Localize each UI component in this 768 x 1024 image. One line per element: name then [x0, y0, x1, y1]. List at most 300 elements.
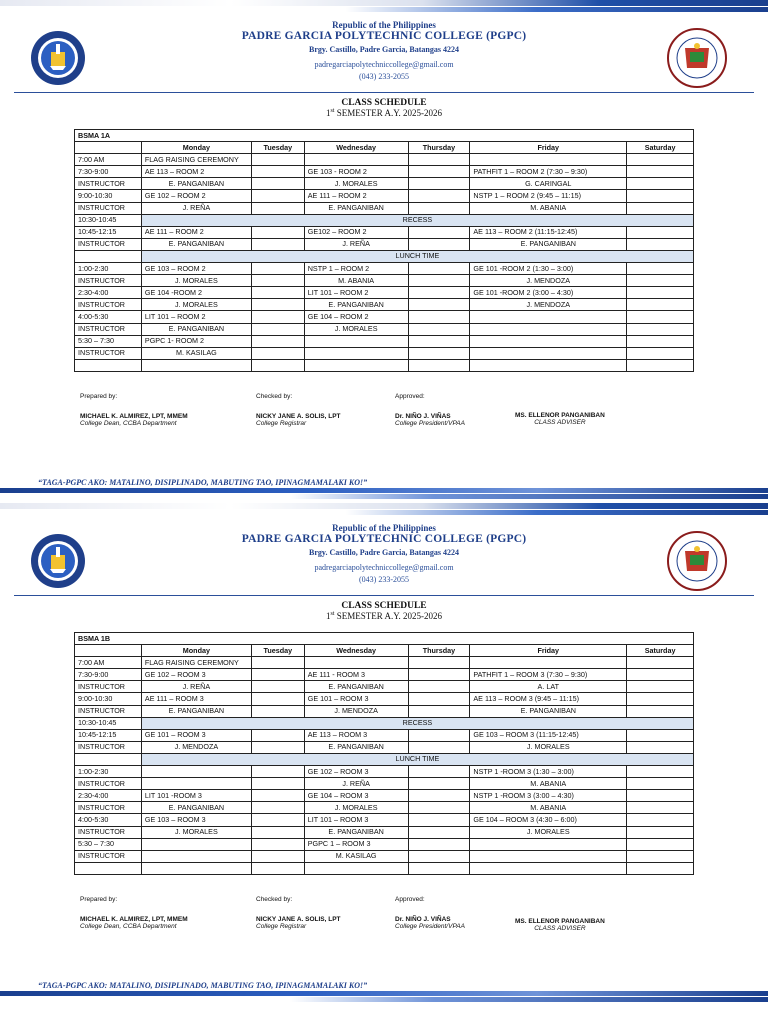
prepared-by-block — [80, 896, 188, 930]
schedule-cell-saturday — [627, 299, 694, 311]
schedule-cell-thursday — [408, 238, 470, 250]
schedule-cell-tuesday — [251, 814, 304, 826]
time-slot-row — [75, 838, 694, 850]
instructor-row — [75, 681, 694, 693]
schedule-cell-wednesday: E. PANGANIBAN — [304, 681, 408, 693]
schedule-cell-monday: E. PANGANIBAN — [141, 323, 251, 335]
time-cell — [75, 250, 142, 262]
day-header-row — [75, 142, 694, 154]
time-cell: INSTRUCTOR — [75, 323, 142, 335]
time-cell: 10:45-12:15 — [75, 729, 142, 741]
schedule-cell-monday: J. MENDOZA — [141, 741, 251, 753]
schedule-cell-thursday — [408, 705, 470, 717]
schedule-cell-friday: GE 103 – ROOM 3 (11:15-12:45) — [470, 729, 627, 741]
checked-by-label: Checked by: — [256, 896, 293, 903]
break-label: RECESS — [141, 214, 693, 226]
schedule-cell-thursday — [408, 275, 470, 287]
day-header-wednesday: Wednesday — [304, 645, 408, 657]
time-slot-row — [75, 729, 694, 741]
schedule-cell-monday: FLAG RAISING CEREMONY — [141, 657, 251, 669]
schedule-cell-saturday — [627, 347, 694, 359]
schedule-cell-saturday — [627, 790, 694, 802]
footer-accent-bar — [290, 494, 768, 499]
time-cell — [75, 753, 142, 765]
schedule-cell-monday — [141, 850, 251, 862]
time-cell: INSTRUCTOR — [75, 178, 142, 190]
schedule-cell-thursday — [408, 802, 470, 814]
schedule-cell-thursday — [408, 323, 470, 335]
schedule-cell-wednesday: GE 102 – ROOM 3 — [304, 766, 408, 778]
instructor-row — [75, 347, 694, 359]
schedule-cell-friday — [470, 862, 627, 874]
time-cell: 10:30-10:45 — [75, 717, 142, 729]
schedule-cell-wednesday: AE 113 – ROOM 3 — [304, 729, 408, 741]
schedule-cell-wednesday: GE102 – ROOM 2 — [304, 226, 408, 238]
schedule-cell-saturday — [627, 669, 694, 681]
schedule-cell-monday: J. MORALES — [141, 299, 251, 311]
college-name: PADRE GARCIA POLYTECHNIC COLLEGE (PGPC) — [241, 533, 527, 545]
schedule-cell-thursday — [408, 790, 470, 802]
schedule-cell-tuesday — [251, 202, 304, 214]
schedule-cell-wednesday: AE 111 – ROOM 2 — [304, 190, 408, 202]
schedule-cell-tuesday — [251, 705, 304, 717]
checked-by-position: College Registrar — [256, 923, 307, 930]
schedule-cell-thursday — [408, 178, 470, 190]
break-row — [75, 250, 694, 262]
schedule-cell-saturday — [627, 154, 694, 166]
time-cell: INSTRUCTOR — [75, 347, 142, 359]
day-header-thursday: Thursday — [408, 645, 470, 657]
time-slot-row — [75, 263, 694, 275]
checked-by-name: NICKY JANE A. SOLIS, LPT — [256, 916, 341, 923]
time-cell: 5:30 – 7:30 — [75, 838, 142, 850]
header-accent-bar — [0, 7, 768, 12]
prepared-by-position: College Dean, CCBA Department — [80, 923, 177, 930]
schedule-cell-thursday — [408, 154, 470, 166]
schedule-cell-friday: A. LAT — [470, 681, 627, 693]
schedule-cell-monday — [141, 359, 251, 371]
prepared-by-name: MICHAEL K. ALMIREZ, LPT, MMEM — [80, 916, 188, 923]
class-adviser-block — [515, 918, 605, 932]
time-cell: 5:30 – 7:30 — [75, 335, 142, 347]
time-slot-row — [75, 657, 694, 669]
schedule-cell-friday: NSTP 1 -ROOM 3 (1:30 – 3:00) — [470, 766, 627, 778]
schedule-cell-tuesday — [251, 275, 304, 287]
schedule-cell-wednesday: LIT 101 – ROOM 3 — [304, 814, 408, 826]
schedule-cell-saturday — [627, 238, 694, 250]
class-adviser-name: MS. ELLENOR PANGANIBAN — [515, 412, 605, 419]
schedule-cell-saturday — [627, 335, 694, 347]
schedule-cell-tuesday — [251, 766, 304, 778]
schedule-cell-friday: AE 113 – ROOM 2 (11:15-12:45) — [470, 226, 627, 238]
schedule-cell-wednesday: J. MORALES — [304, 802, 408, 814]
schedule-cell-friday: J. MORALES — [470, 826, 627, 838]
schedule-cell-tuesday — [251, 862, 304, 874]
schedule-cell-tuesday — [251, 359, 304, 371]
schedule-cell-monday: E. PANGANIBAN — [141, 238, 251, 250]
schedule-title: CLASS SCHEDULE — [341, 601, 427, 611]
schedule-cell-friday: PATHFIT 1 – ROOM 2 (7:30 – 9:30) — [470, 166, 627, 178]
schedule-cell-tuesday — [251, 178, 304, 190]
instructor-row — [75, 202, 694, 214]
instructor-row — [75, 238, 694, 250]
schedule-cell-thursday — [408, 347, 470, 359]
time-cell: INSTRUCTOR — [75, 202, 142, 214]
approved-by-position: College President/VPAA — [395, 923, 465, 930]
section-label: BSMA 1B — [75, 633, 694, 645]
time-cell: 7:30-9:00 — [75, 166, 142, 178]
time-cell: 9:00-10:30 — [75, 693, 142, 705]
schedule-cell-monday: GE 104 -ROOM 2 — [141, 287, 251, 299]
footer-accent-bar — [290, 997, 768, 1002]
schedule-cell-friday: GE 101 -ROOM 2 (1:30 – 3:00) — [470, 263, 627, 275]
schedule-cell-wednesday: GE 104 – ROOM 3 — [304, 790, 408, 802]
time-cell: 7:30-9:00 — [75, 669, 142, 681]
instructor-row — [75, 178, 694, 190]
schedule-cell-monday: AE 111 – ROOM 3 — [141, 693, 251, 705]
schedule-cell-monday: AE 113 – ROOM 2 — [141, 166, 251, 178]
schedule-cell-tuesday — [251, 669, 304, 681]
schedule-page — [0, 0, 768, 502]
schedule-cell-friday — [470, 359, 627, 371]
class-adviser-name: MS. ELLENOR PANGANIBAN — [515, 918, 605, 925]
time-cell: INSTRUCTOR — [75, 299, 142, 311]
schedule-cell-thursday — [408, 359, 470, 371]
footer-bar — [0, 488, 768, 493]
schedule-cell-saturday — [627, 202, 694, 214]
schedule-cell-wednesday — [304, 359, 408, 371]
schedule-cell-friday: AE 113 – ROOM 3 (9:45 – 11:15) — [470, 693, 627, 705]
time-cell: 1:00-2:30 — [75, 766, 142, 778]
schedule-cell-wednesday: J. REÑA — [304, 778, 408, 790]
schedule-cell-friday: G. CARINGAL — [470, 178, 627, 190]
instructor-row — [75, 826, 694, 838]
schedule-cell-wednesday: LIT 101 – ROOM 2 — [304, 287, 408, 299]
schedule-cell-tuesday — [251, 681, 304, 693]
schedule-cell-wednesday: J. MORALES — [304, 323, 408, 335]
prepared-by-block — [80, 393, 188, 427]
time-cell: INSTRUCTOR — [75, 681, 142, 693]
schedule-cell-thursday — [408, 669, 470, 681]
schedule-cell-wednesday: E. PANGANIBAN — [304, 299, 408, 311]
instructor-row — [75, 741, 694, 753]
schedule-page — [0, 503, 768, 1005]
time-cell: 7:00 AM — [75, 657, 142, 669]
time-slot-row — [75, 226, 694, 238]
schedule-cell-tuesday — [251, 838, 304, 850]
time-cell: 10:30-10:45 — [75, 214, 142, 226]
approved-by-position: College President/VPAA — [395, 420, 465, 427]
schedule-cell-tuesday — [251, 166, 304, 178]
schedule-cell-saturday — [627, 681, 694, 693]
schedule-cell-thursday — [408, 693, 470, 705]
schedule-cell-saturday — [627, 359, 694, 371]
schedule-cell-saturday — [627, 190, 694, 202]
schedule-cell-monday: J. REÑA — [141, 681, 251, 693]
municipality-seal-logo — [667, 531, 727, 591]
semester-label: 1st SEMESTER A.Y. 2025-2026 — [325, 108, 443, 118]
schedule-cell-wednesday: J. MORALES — [304, 178, 408, 190]
instructor-row — [75, 275, 694, 287]
instructor-row — [75, 323, 694, 335]
schedule-cell-thursday — [408, 657, 470, 669]
time-cell: 2:30-4:00 — [75, 287, 142, 299]
instructor-row — [75, 705, 694, 717]
day-header-thursday: Thursday — [408, 142, 470, 154]
schedule-cell-friday — [470, 335, 627, 347]
schedule-cell-thursday — [408, 729, 470, 741]
schedule-cell-thursday — [408, 202, 470, 214]
schedule-cell-saturday — [627, 263, 694, 275]
schedule-cell-monday: E. PANGANIBAN — [141, 705, 251, 717]
schedule-cell-friday: E. PANGANIBAN — [470, 238, 627, 250]
college-address: Brgy. Castillo, Padre Garcia, Batangas 4224 — [309, 45, 459, 54]
day-header-saturday: Saturday — [627, 142, 694, 154]
schedule-cell-monday — [141, 838, 251, 850]
prepared-by-position: College Dean, CCBA Department — [80, 420, 177, 427]
schedule-cell-friday: NSTP 1 – ROOM 2 (9:45 – 11:15) — [470, 190, 627, 202]
time-slot-row — [75, 335, 694, 347]
break-label: LUNCH TIME — [141, 753, 693, 765]
schedule-cell-thursday — [408, 681, 470, 693]
instructor-row — [75, 299, 694, 311]
schedule-cell-thursday — [408, 166, 470, 178]
schedule-cell-monday: GE 103 – ROOM 2 — [141, 263, 251, 275]
schedule-cell-thursday — [408, 311, 470, 323]
time-slot-row — [75, 166, 694, 178]
schedule-cell-saturday — [627, 814, 694, 826]
approved-by-block — [395, 896, 465, 930]
time-cell: INSTRUCTOR — [75, 778, 142, 790]
checked-by-block — [256, 393, 341, 427]
schedule-cell-saturday — [627, 311, 694, 323]
time-cell — [75, 862, 142, 874]
schedule-cell-saturday — [627, 166, 694, 178]
schedule-cell-monday: AE 111 – ROOM 2 — [141, 226, 251, 238]
prepared-by-label: Prepared by: — [80, 896, 118, 903]
schedule-cell-wednesday: PGPC 1 – ROOM 3 — [304, 838, 408, 850]
day-header-monday: Monday — [141, 142, 251, 154]
schedule-cell-tuesday — [251, 657, 304, 669]
time-cell — [75, 359, 142, 371]
schedule-cell-tuesday — [251, 347, 304, 359]
class-adviser-position: CLASS ADVISER — [534, 419, 586, 426]
schedule-cell-saturday — [627, 226, 694, 238]
schedule-cell-thursday — [408, 778, 470, 790]
time-cell: INSTRUCTOR — [75, 826, 142, 838]
header-accent-bar — [0, 510, 768, 515]
time-cell: 7:00 AM — [75, 154, 142, 166]
schedule-cell-tuesday — [251, 154, 304, 166]
schedule-cell-monday: GE 102 – ROOM 3 — [141, 669, 251, 681]
schedule-cell-monday: J. MORALES — [141, 275, 251, 287]
schedule-cell-tuesday — [251, 287, 304, 299]
schedule-cell-friday: J. MENDOZA — [470, 299, 627, 311]
day-header-row — [75, 645, 694, 657]
schedule-cell-thursday — [408, 335, 470, 347]
college-address: Brgy. Castillo, Padre Garcia, Batangas 4224 — [309, 548, 459, 557]
motto-text: “TAGA-PGPC AKO: MATALINO, DISIPLINADO, MABUTING TAO, IPINAGMAMALAKI KO!” — [38, 981, 368, 990]
checked-by-label: Checked by: — [256, 393, 293, 400]
header-divider — [14, 92, 754, 93]
schedule-cell-wednesday: NSTP 1 – ROOM 2 — [304, 263, 408, 275]
time-slot-row — [75, 862, 694, 874]
schedule-cell-saturday — [627, 766, 694, 778]
schedule-cell-wednesday — [304, 862, 408, 874]
schedule-cell-tuesday — [251, 729, 304, 741]
schedule-cell-wednesday: E. PANGANIBAN — [304, 741, 408, 753]
time-cell: 10:45-12:15 — [75, 226, 142, 238]
schedule-cell-wednesday: GE 104 – ROOM 2 — [304, 311, 408, 323]
header-top-bar — [0, 503, 768, 509]
schedule-cell-tuesday — [251, 778, 304, 790]
schedule-cell-tuesday — [251, 311, 304, 323]
schedule-cell-friday: M. ABANIA — [470, 202, 627, 214]
schedule-cell-friday: M. ABANIA — [470, 778, 627, 790]
schedule-cell-friday: NSTP 1 -ROOM 3 (3:00 – 4:30) — [470, 790, 627, 802]
schedule-cell-friday — [470, 154, 627, 166]
schedule-cell-friday — [470, 850, 627, 862]
header-top-bar — [0, 0, 768, 6]
schedule-cell-monday: J. REÑA — [141, 202, 251, 214]
schedule-cell-wednesday — [304, 154, 408, 166]
college-email: padregarciapolytechniccollege@gmail.com — [314, 60, 454, 69]
time-cell: INSTRUCTOR — [75, 741, 142, 753]
schedule-cell-monday: LIT 101 -ROOM 3 — [141, 790, 251, 802]
schedule-cell-monday: J. MORALES — [141, 826, 251, 838]
schedule-cell-monday: FLAG RAISING CEREMONY — [141, 154, 251, 166]
schedule-cell-tuesday — [251, 263, 304, 275]
schedule-title: CLASS SCHEDULE — [341, 98, 427, 108]
schedule-cell-saturday — [627, 826, 694, 838]
schedule-cell-saturday — [627, 705, 694, 717]
prepared-by-label: Prepared by: — [80, 393, 118, 400]
day-header-tuesday: Tuesday — [251, 645, 304, 657]
schedule-cell-wednesday: E. PANGANIBAN — [304, 202, 408, 214]
schedule-cell-wednesday — [304, 347, 408, 359]
schedule-cell-thursday — [408, 862, 470, 874]
schedule-cell-thursday — [408, 263, 470, 275]
schedule-cell-monday: GE 102 – ROOM 2 — [141, 190, 251, 202]
schedule-cell-thursday — [408, 766, 470, 778]
class-adviser-position: CLASS ADVISER — [534, 925, 586, 932]
schedule-cell-wednesday: M. ABANIA — [304, 275, 408, 287]
motto-footer — [0, 981, 768, 997]
schedule-cell-wednesday: GE 101 – ROOM 3 — [304, 693, 408, 705]
schedule-cell-monday: GE 101 – ROOM 3 — [141, 729, 251, 741]
schedule-cell-tuesday — [251, 850, 304, 862]
prepared-by-name: MICHAEL K. ALMIREZ, LPT, MMEM — [80, 413, 188, 420]
schedule-cell-friday: GE 101 -ROOM 2 (3:00 – 4:30) — [470, 287, 627, 299]
schedule-cell-tuesday — [251, 826, 304, 838]
college-phone: (043) 233-2055 — [359, 575, 409, 584]
instructor-row — [75, 802, 694, 814]
schedule-cell-wednesday — [304, 657, 408, 669]
time-slot-row — [75, 814, 694, 826]
schedule-cell-friday — [470, 657, 627, 669]
schedule-cell-saturday — [627, 838, 694, 850]
republic-text: Republic of the Philippines — [332, 523, 436, 533]
time-slot-row — [75, 669, 694, 681]
day-header-tuesday: Tuesday — [251, 142, 304, 154]
approved-by-block — [395, 393, 465, 427]
schedule-cell-saturday — [627, 275, 694, 287]
time-slot-row — [75, 311, 694, 323]
schedule-cell-thursday — [408, 299, 470, 311]
time-slot-row — [75, 790, 694, 802]
instructor-row — [75, 778, 694, 790]
schedule-cell-monday — [141, 766, 251, 778]
schedule-cell-thursday — [408, 190, 470, 202]
time-cell: 1:00-2:30 — [75, 263, 142, 275]
schedule-cell-wednesday: AE 111 - ROOM 3 — [304, 669, 408, 681]
schedule-cell-wednesday — [304, 335, 408, 347]
schedule-cell-saturday — [627, 862, 694, 874]
schedule-cell-monday: PGPC 1- ROOM 2 — [141, 335, 251, 347]
checked-by-position: College Registrar — [256, 420, 307, 427]
schedule-table — [74, 632, 694, 875]
schedule-cell-thursday — [408, 838, 470, 850]
approved-by-name: Dr. NIÑO J. VIÑAS — [395, 413, 451, 420]
day-header-wednesday: Wednesday — [304, 142, 408, 154]
schedule-cell-friday: PATHFIT 1 – ROOM 3 (7:30 – 9:30) — [470, 669, 627, 681]
schedule-cell-wednesday: GE 103 - ROOM 2 — [304, 166, 408, 178]
motto-text: “TAGA-PGPC AKO: MATALINO, DISIPLINADO, MABUTING TAO, IPINAGMAMALAKI KO!” — [38, 478, 368, 487]
schedule-cell-monday: GE 103 – ROOM 3 — [141, 814, 251, 826]
day-header-monday: Monday — [141, 645, 251, 657]
schedule-cell-monday: LIT 101 – ROOM 2 — [141, 311, 251, 323]
day-header-friday: Friday — [470, 142, 627, 154]
schedule-cell-tuesday — [251, 741, 304, 753]
semester-label: 1st SEMESTER A.Y. 2025-2026 — [325, 611, 443, 621]
motto-footer — [0, 478, 768, 494]
college-phone: (043) 233-2055 — [359, 72, 409, 81]
time-slot-row — [75, 693, 694, 705]
schedule-cell-wednesday: M. KASILAG — [304, 850, 408, 862]
schedule-cell-monday — [141, 862, 251, 874]
time-slot-row — [75, 766, 694, 778]
time-cell: INSTRUCTOR — [75, 802, 142, 814]
schedule-cell-saturday — [627, 802, 694, 814]
day-header-saturday: Saturday — [627, 645, 694, 657]
break-row — [75, 717, 694, 729]
schedule-cell-saturday — [627, 657, 694, 669]
schedule-cell-saturday — [627, 729, 694, 741]
schedule-cell-saturday — [627, 287, 694, 299]
time-cell: INSTRUCTOR — [75, 238, 142, 250]
schedule-cell-tuesday — [251, 802, 304, 814]
schedule-cell-monday: E. PANGANIBAN — [141, 802, 251, 814]
time-cell: INSTRUCTOR — [75, 850, 142, 862]
schedule-cell-tuesday — [251, 238, 304, 250]
checked-by-name: NICKY JANE A. SOLIS, LPT — [256, 413, 341, 420]
section-label: BSMA 1A — [75, 130, 694, 142]
time-slot-row — [75, 154, 694, 166]
schedule-cell-friday — [470, 323, 627, 335]
schedule-cell-friday: M. ABANIA — [470, 802, 627, 814]
schedule-cell-saturday — [627, 693, 694, 705]
time-slot-row — [75, 359, 694, 371]
schedule-cell-friday: J. MENDOZA — [470, 275, 627, 287]
time-cell: 4:00-5:30 — [75, 311, 142, 323]
schedule-cell-monday: E. PANGANIBAN — [141, 178, 251, 190]
approved-by-name: Dr. NIÑO J. VIÑAS — [395, 916, 451, 923]
break-label: RECESS — [141, 717, 693, 729]
municipality-seal-logo — [667, 28, 727, 88]
republic-text: Republic of the Philippines — [332, 20, 436, 30]
instructor-row — [75, 850, 694, 862]
schedule-cell-thursday — [408, 741, 470, 753]
